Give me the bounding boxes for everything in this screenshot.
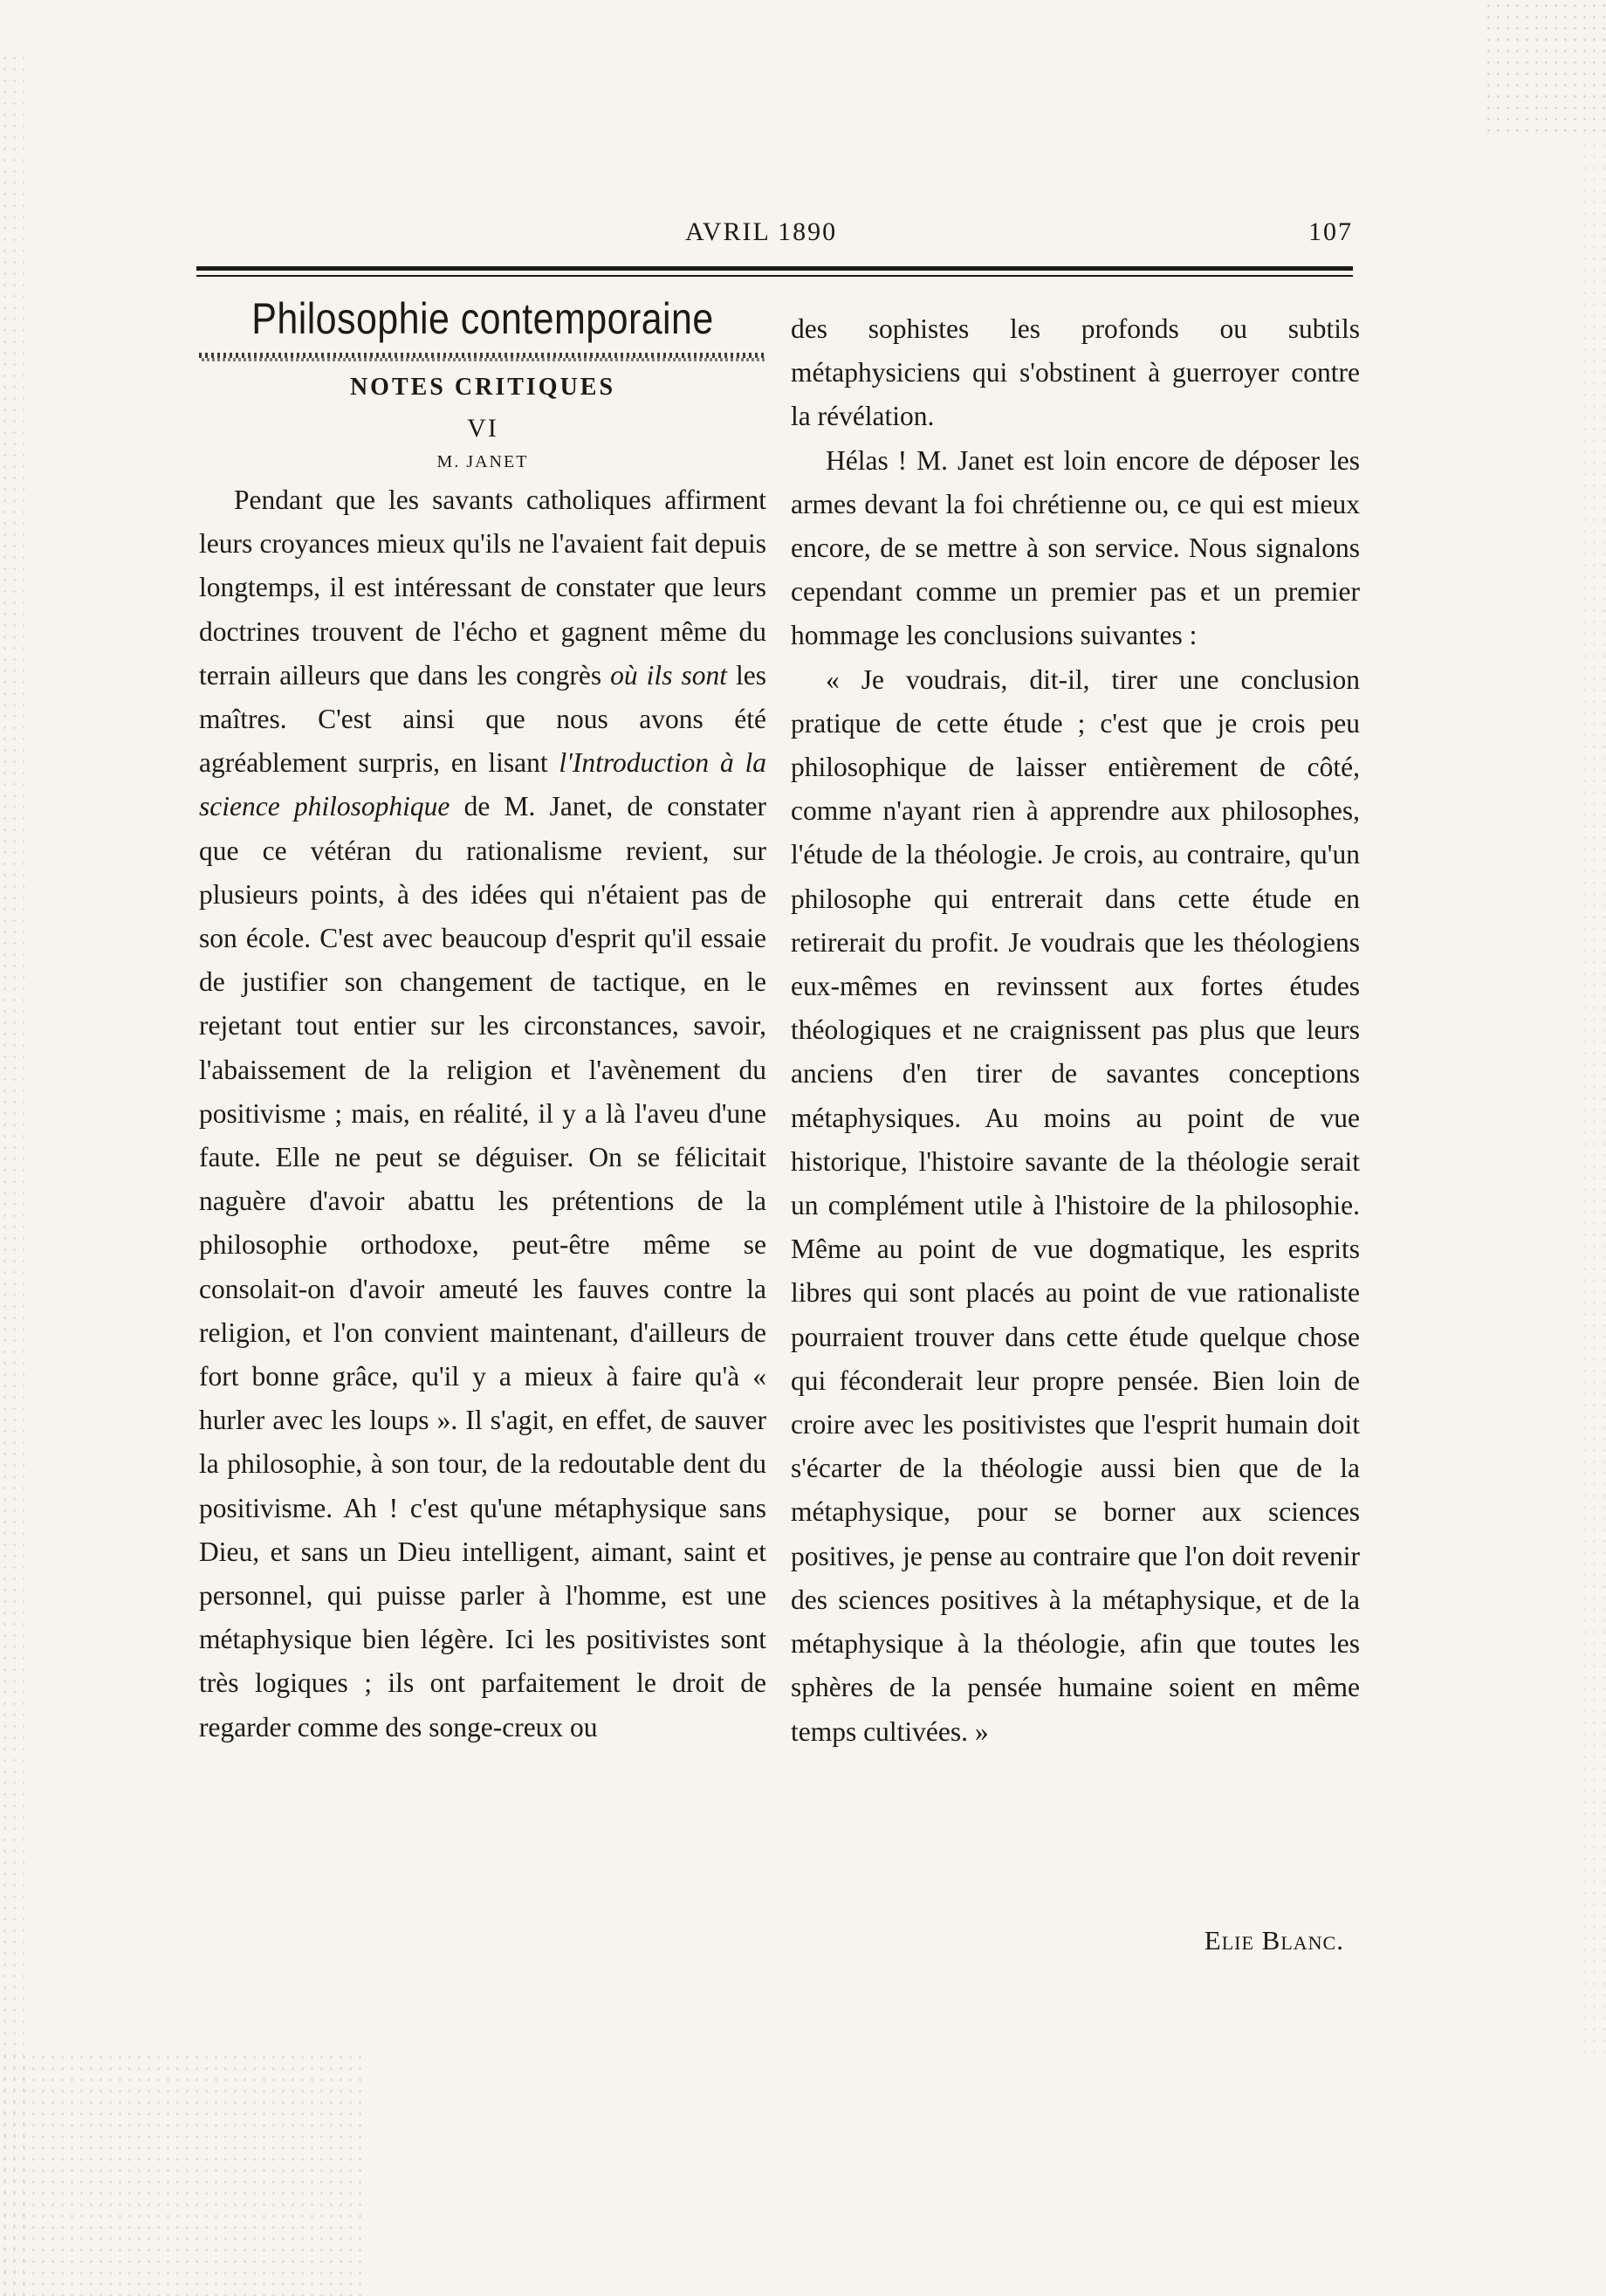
scan-noise-bottom-left [0, 2052, 367, 2296]
right-column [791, 307, 1360, 1754]
left-paragraph-text-c: de M. Janet, de constater que ce vétéran du rationalisme revient, sur plusieurs points, à des idées qui n'étaient pas de son école. C'est avec beaucoup d'esprit qu'il essaie de justifier son changement de tactique, en le rejetant tout entier sur les circonstances, savoir, l'abaissement de la religion et l'avènement du positivisme ; mais, en réalité, il y a là l'aveu d'une faute. Elle ne peut se déguiser. On se félicitait naguère d'avoir abattu les prétentions de la philosophie orthodoxe, peut-être même se consolait-on d'avoir ameuté les fauves contre la religion, et l'on convient maintenant, d'ailleurs de fort bonne grâce, qu'il y a mieux à faire qu'à « hurler avec les loups ». Il s'agit, en effet, de sauver la philosophie, à son tour, de la redoutable dent du positivisme. Ah ! c'est qu'une métaphysique sans Dieu, et sans un Dieu intelligent, aimant, saint et personnel, qui puisse parler à l'homme, est une métaphysique bien légère. Ici les positivistes sont très logiques ; ils ont parfaitement le droit de regarder comme des songe-creux ou [199, 791, 767, 1743]
article-number: VI [467, 414, 498, 443]
right-paragraph-continuation: des sophistes les profonds ou subtils métaphysiciens qui s'obstinent à guerroyer contre la révélation. [791, 313, 1360, 432]
left-column [199, 478, 766, 1749]
ornamental-divider-lower [199, 358, 766, 361]
article-subject: M. JANET [436, 452, 529, 471]
left-paragraph-text-a: Pendant que les savants catholiques affirment leurs croyances mieux qu'ils ne l'avaient fait depuis longtemps, il est intéressant de constater que leurs doctrines trouvent de l'écho et gagnent même du terrain ailleurs que dans les congrès [199, 485, 766, 691]
book-title: l'Introduction à la science philosophique [199, 747, 766, 822]
running-header [196, 214, 1353, 258]
left-paragraph-text-b: les maîtres. C'est ainsi que nous avons été agréablement surpris, en lisant [199, 659, 766, 779]
right-paragraph-2: Hélas ! M. Janet est loin encore de déposer les armes devant la foi chrétienne ou, ce qui est mieux encore, de se mettre à son service. Nous signalons cependant comme un premier pas et un premier hommage les conclusions suivantes : [791, 444, 1360, 651]
scan-noise-right-edge [1580, 140, 1606, 2060]
scan-noise-left-edge [0, 52, 24, 2296]
article-subtitle: NOTES CRITIQUES [349, 374, 616, 401]
running-head-date: AVRIL 1890 [685, 217, 838, 246]
author-signature: Elie Blanc. [1204, 1925, 1344, 1956]
page-number: 107 [1308, 217, 1353, 246]
scan-noise-top-right [1484, 0, 1606, 140]
section-title: Philosophie contemporaine [251, 294, 714, 343]
left-paragraph [199, 478, 766, 1749]
italic-phrase: où ils sont [610, 659, 727, 691]
header-rule-thin [196, 275, 1353, 277]
right-paragraph-quote: « Je voudrais, dit-il, tirer une conclusion pratique de cette étude ; c'est que je crois peu philosophique de laisser entièrement de côté, comme n'ayant rien à apprendre aux philosophes, l'étude de la théologie. Je crois, au contraire, qu'un philosophe qui entrerait dans cette étude en retirerait du profit. Je voudrais que les théologiens eux-mêmes en revinssent aux fortes études théologiques et ne craignissent pas plus que leurs anciens d'en tirer de savantes conceptions métaphysiques. Au moins au point de vue historique, l'histoire savante de la théologie serait un complément utile à l'histoire de la philosophie. Même au point de vue dogmatique, les esprits libres qui sont placés au point de vue rationaliste pourraient trouver dans cette étude quelque chose qui féconderait leur propre pensée. Bien loin de croire avec les positivistes que l'esprit humain doit s'écarter de la théologie aussi bien que de la métaphysique, pour se borner aux sciences positives, je pense au contraire que l'on doit revenir des sciences positives à la métaphysique, et de la métaphysique à la théologie, afin que toutes les sphères de la pensée humaine soient en même temps cultivées. » [791, 663, 1360, 1747]
header-rule-thick [196, 266, 1353, 271]
